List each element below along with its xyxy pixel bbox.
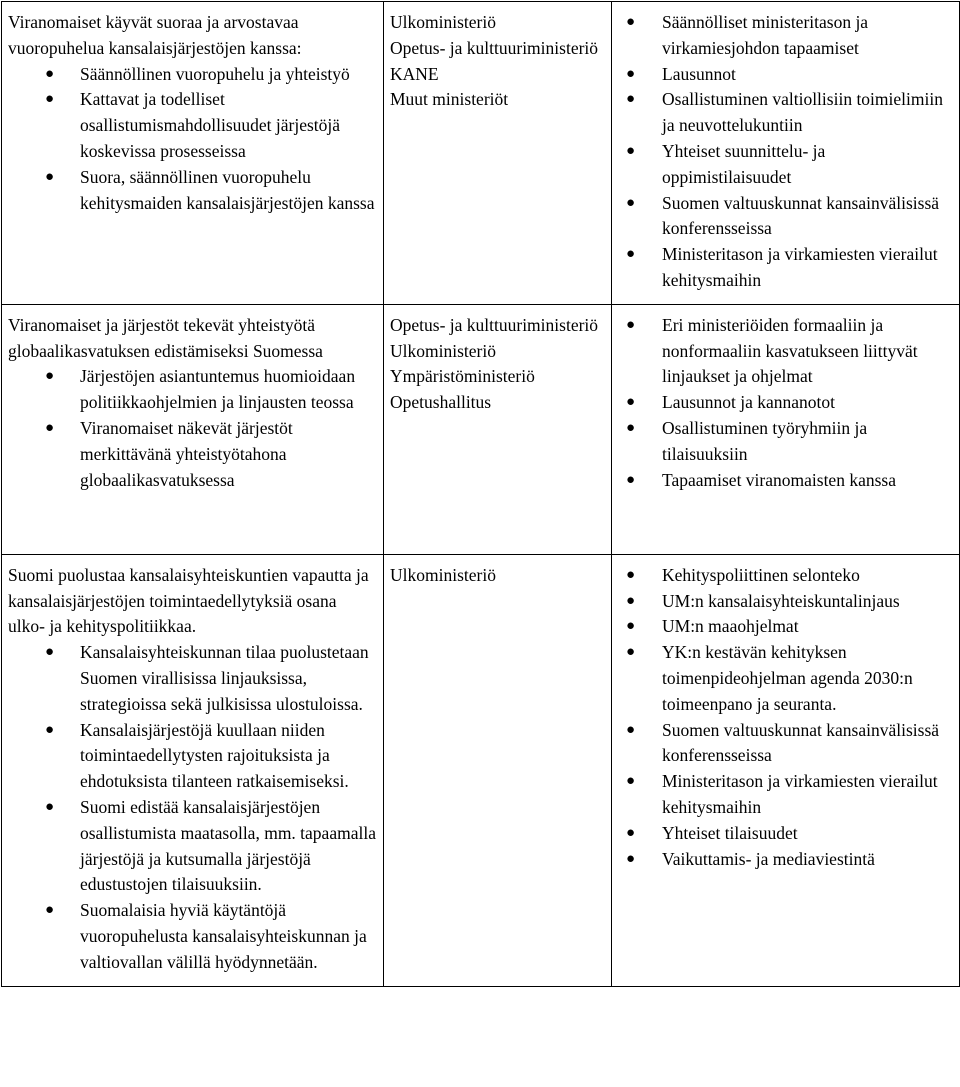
document-table: [1, 1, 960, 987]
bullet-icon: ●: [626, 850, 636, 867]
methods-cell: [612, 554, 960, 986]
actor-line: Ympäristöministeriö: [390, 366, 535, 387]
bullet-icon: ●: [45, 721, 55, 738]
bullet-icon: ●: [626, 316, 636, 333]
goal-bullet-list: [8, 640, 377, 975]
list-item: ● YK:n kestävän kehityksen toimenpideohjelman agenda 2030:n toimeenpano ja seuranta.: [626, 642, 913, 714]
methods-bullet-list: [618, 10, 953, 294]
actors-cell: [384, 2, 612, 305]
bullet-icon: ●: [626, 419, 636, 436]
actor-line: Muut ministeriöt: [390, 89, 509, 110]
actor-line: Ulkoministeriö: [390, 12, 496, 32]
bullet-icon: ●: [45, 902, 55, 919]
actor-line: Ulkoministeriö: [390, 340, 496, 361]
table-row: [2, 554, 960, 986]
bullet-icon: ●: [626, 65, 636, 82]
actor-line: Opetus- ja kulttuuriministeriö: [390, 314, 599, 335]
actors-cell: [384, 554, 612, 986]
bullet-icon: ●: [626, 773, 636, 790]
methods-bullet-list: [618, 313, 953, 494]
list-item: ● Suomen valtuuskunnat kansainvälisissä konferensseissa: [626, 192, 940, 239]
bullet-icon: ●: [626, 394, 636, 411]
list-item: ● Järjestöjen asiantuntemus huomioidaan politiikkaohjelmien ja linjausten teossa: [45, 366, 356, 413]
bullet-icon: ●: [626, 721, 636, 738]
table-row: [2, 304, 960, 554]
methods-cell: [612, 304, 960, 554]
list-item: ● Yhteiset tilaisuudet: [618, 821, 953, 847]
goal-cell: [2, 2, 384, 305]
list-item: ● Suomi edistää kansalaisjärjestöjen osallistumista maatasolla, mm. tapaamalla järjestöjä ja kutsumalla järjestöjä edustustojen tilaisuuksiin.: [45, 796, 376, 895]
bullet-icon: ●: [626, 246, 636, 263]
list-item: ● Suomen valtuuskunnat kansainvälisissä konferensseissa: [626, 719, 940, 766]
list-item: ● Suora, säännöllinen vuoropuhelu kehitysmaiden kansalaisjärjestöjen kanssa: [45, 166, 375, 213]
bullet-icon: ●: [626, 592, 636, 609]
actor-line: Opetushallitus: [390, 392, 492, 413]
bullet-icon: ●: [626, 142, 636, 159]
bullet-icon: ●: [626, 618, 636, 635]
list-item: ● Suomalaisia hyviä käytäntöjä vuoropuhelusta kansalaisyhteiskunnan ja valtiovallan välillä hyödynnetään.: [45, 900, 367, 972]
methods-bullet-list: [618, 563, 953, 873]
goal-lead: Viranomaiset käyvät suoraa ja arvostavaa vuoropuhelua kansalaisjärjestöjen kanssa:: [8, 12, 302, 58]
list-item: ● Eri ministeriöiden formaaliin ja nonformaaliin kasvatukseen liittyvät linjaukset ja ohjelmat: [626, 314, 918, 387]
actor-line: Ulkoministeriö: [390, 564, 496, 585]
actors-cell: [384, 304, 612, 554]
bullet-icon: ●: [626, 471, 636, 488]
goal-bullet-list: [8, 364, 377, 493]
list-item: ● Säännöllinen vuoropuhelu ja yhteistyö: [8, 62, 377, 88]
methods-cell: [612, 2, 960, 305]
list-item: ● Tapaamiset viranomaisten kanssa: [618, 468, 953, 494]
bullet-icon: ●: [45, 419, 55, 436]
actor-line: KANE: [390, 63, 439, 84]
list-item: ● Kattavat ja todelliset osallistumismahdollisuudet järjestöjä koskevissa prosesseissa: [45, 89, 341, 161]
bullet-icon: ●: [45, 368, 55, 385]
bullet-icon: ●: [45, 644, 55, 661]
list-item: ● Kansalaisyhteiskunnan tilaa puolustetaan Suomen virallisissa linjauksissa, strategioissa sekä julkisissa ulostuloissa.: [45, 642, 369, 714]
list-item: ● Osallistuminen työryhmiin ja tilaisuuksiin: [626, 417, 868, 464]
list-item: ● Yhteiset suunnittelu- ja oppimistilaisuudet: [626, 140, 826, 187]
bullet-icon: ●: [626, 194, 636, 211]
bullet-icon: ●: [45, 91, 55, 108]
actor-line: Opetus- ja kulttuuriministeriö: [390, 37, 599, 58]
list-item: ● Ministeritason ja virkamiesten vierailut kehitysmaihin: [626, 244, 938, 290]
bullet-icon: ●: [45, 798, 55, 815]
list-item: ● Osallistuminen valtiollisiin toimielimiin ja neuvottelukuntiin: [626, 89, 943, 136]
list-item: ● Viranomaiset näkevät järjestöt merkittävänä yhteistyötahona globaalikasvatuksessa: [45, 417, 293, 490]
list-item: ● Lausunnot ja kannanotot: [618, 390, 953, 416]
bullet-icon: ●: [626, 91, 636, 108]
list-item: ● Säännölliset ministeritason ja virkamiesjohdon tapaamiset: [626, 12, 869, 58]
bullet-icon: ●: [45, 168, 55, 185]
bullet-icon: ●: [45, 65, 55, 82]
bullet-icon: ●: [626, 824, 636, 841]
goal-lead: Suomi puolustaa kansalaisyhteiskuntien vapautta ja kansalaisjärjestöjen toimintaedellytyksiä osana ulko- ja kehityspolitiikkaa.: [8, 564, 369, 637]
list-item: ● Kehityspoliittinen selonteko: [618, 563, 953, 589]
bullet-icon: ●: [626, 644, 636, 661]
bullet-icon: ●: [626, 566, 636, 583]
list-item: ● UM:n maaohjelmat: [618, 614, 953, 640]
list-item: ● Ministeritason ja virkamiesten vierailut kehitysmaihin: [626, 771, 938, 817]
list-item: ● Vaikuttamis- ja mediaviestintä: [618, 847, 953, 873]
bullet-icon: ●: [626, 14, 636, 30]
list-item: ● Kansalaisjärjestöjä kuullaan niiden toimintaedellytysten rajoituksista ja ehdotuksista tilanteen ratkaisemiseksi.: [45, 719, 349, 792]
table-row: [2, 2, 960, 305]
list-item: ● UM:n kansalaisyhteiskuntalinjaus: [618, 589, 953, 615]
goal-lead: Viranomaiset ja järjestöt tekevät yhteistyötä globaalikasvatuksen edistämiseksi Suomessa: [8, 314, 323, 361]
goal-bullet-list: [8, 62, 377, 217]
goal-cell: [2, 304, 384, 554]
list-item: ● Lausunnot: [618, 62, 953, 88]
goal-cell: [2, 554, 384, 986]
